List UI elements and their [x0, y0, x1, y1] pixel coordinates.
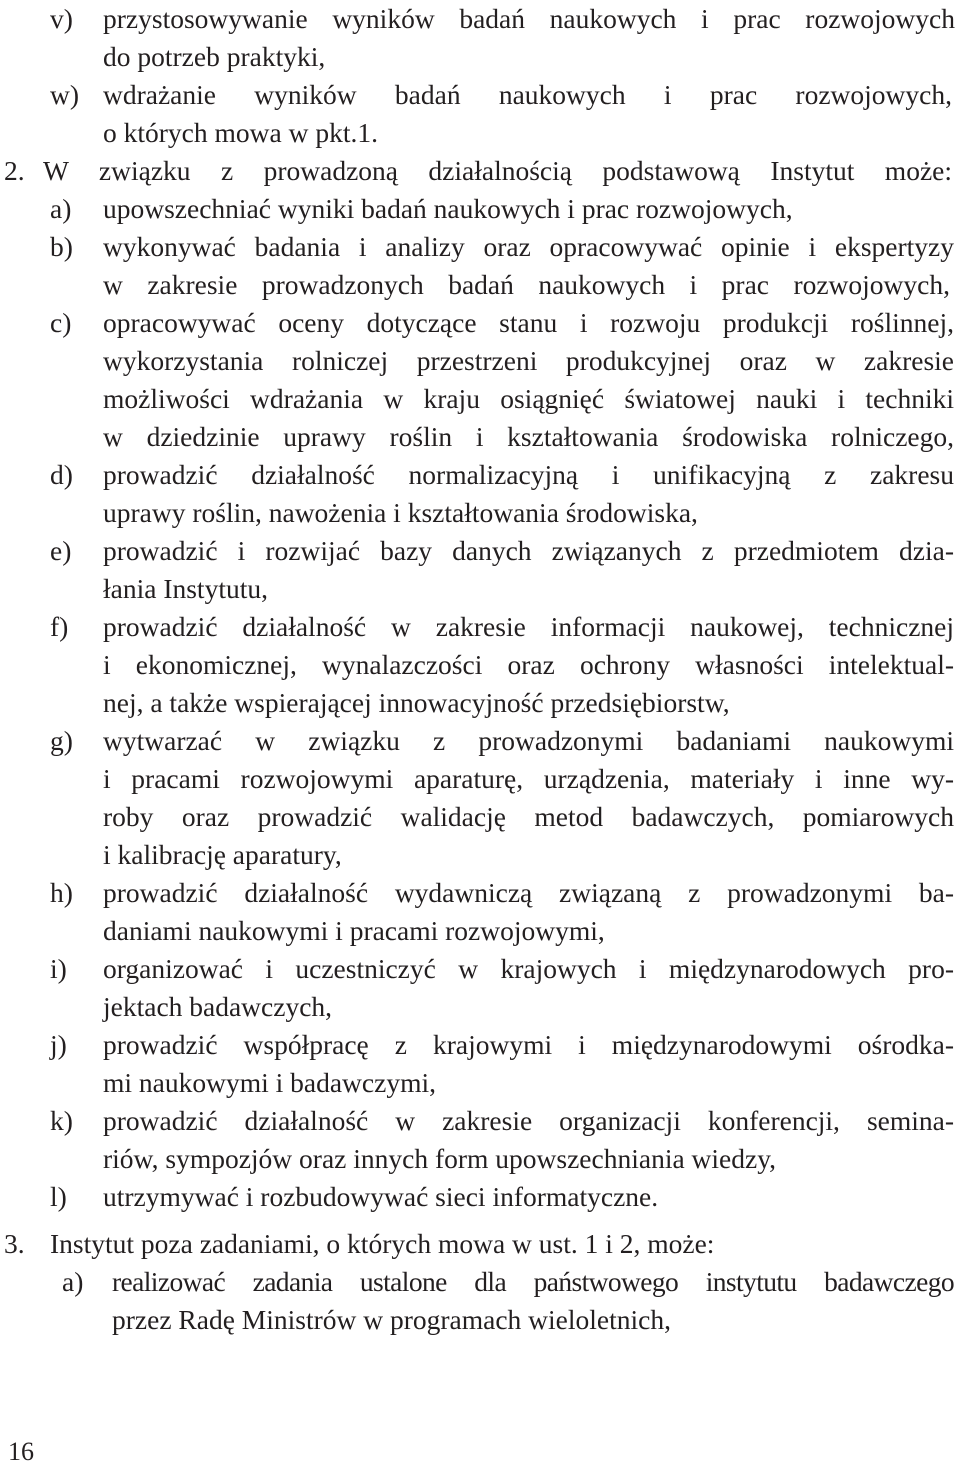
list-text: łania Instytutu,	[103, 573, 268, 604]
list-label: k)	[50, 1105, 73, 1136]
list-label: 2.	[4, 155, 25, 186]
list-label: l)	[50, 1181, 67, 1212]
list-text: w zakresie prowadzonych badań naukowych i prac rozwojowych,	[103, 269, 950, 300]
list-text: o których mowa w pkt.1.	[103, 117, 378, 148]
list-text: prowadzić współpracę z krajowymi i międzynarodowymi ośrodka-	[103, 1029, 954, 1060]
list-text: nej, a także wspierającej innowacyjność przedsiębiorstw,	[103, 687, 730, 718]
list-label: d)	[50, 459, 73, 490]
list-text: i pracami rozwojowymi aparaturę, urządzenia, materiały i inne wy-	[103, 763, 954, 794]
list-text: opracowywać oceny dotyczące stanu i rozwoju produkcji roślinnej,	[103, 307, 954, 338]
list-text: prowadzić działalność normalizacyjną i unifikacyjną z zakresu	[103, 459, 954, 490]
list-label: c)	[50, 307, 72, 338]
list-label: g)	[50, 725, 73, 756]
list-text: upowszechniać wyniki badań naukowych i prac rozwojowych,	[103, 193, 793, 224]
list-text: do potrzeb praktyki,	[103, 41, 326, 72]
list-text: W związku z prowadzoną działalnością podstawową Instytut może:	[43, 155, 952, 186]
list-text: wytwarzać w związku z prowadzonymi badaniami naukowymi	[103, 725, 954, 756]
list-text: roby oraz prowadzić walidację metod badawczych, pomiarowych	[103, 801, 954, 832]
list-label: v)	[50, 3, 73, 34]
list-text: i kalibrację aparatury,	[103, 839, 342, 870]
list-text: w dziedzinie uprawy roślin i kształtowania środowiska rolniczego,	[103, 421, 954, 452]
list-text: daniami naukowymi i pracami rozwojowymi,	[103, 915, 605, 946]
list-text: riów, sympozjów oraz innych form upowszechniania wiedzy,	[103, 1143, 777, 1174]
list-label: a)	[50, 193, 72, 224]
list-label: 3.	[4, 1228, 25, 1259]
list-text: wykorzystania rolniczej przestrzeni produkcyjnej oraz w zakresie	[103, 345, 954, 376]
list-text: mi naukowymi i badawczymi,	[103, 1067, 436, 1098]
list-text: przez Radę Ministrów w programach wieloletnich,	[112, 1304, 671, 1335]
list-text: uprawy roślin, nawożenia i kształtowania środowiska,	[103, 497, 698, 528]
list-text: wykonywać badania i analizy oraz opracowywać opinie i ekspertyzy	[103, 231, 954, 262]
list-text: wdrażanie wyników badań naukowych i prac rozwojowych,	[103, 79, 952, 110]
list-label: f)	[50, 611, 69, 642]
list-text: realizować zadania ustalone dla państwowego instytutu badawczego	[112, 1266, 954, 1297]
list-text: prowadzić działalność wydawniczą związaną z prowadzonymi ba-	[103, 877, 954, 908]
list-label: a)	[62, 1266, 84, 1297]
list-text: organizować i uczestniczyć w krajowych i międzynarodowych pro-	[103, 953, 954, 984]
list-label: w)	[50, 79, 80, 110]
list-text: jektach badawczych,	[103, 991, 333, 1022]
list-label: h)	[50, 877, 73, 908]
list-text: prowadzić działalność w zakresie organizacji konferencji, semina-	[103, 1105, 954, 1136]
list-text: Instytut poza zadaniami, o których mowa w ust. 1 i 2, może:	[50, 1228, 715, 1259]
list-label: e)	[50, 535, 72, 566]
list-text: utrzymywać i rozbudowywać sieci informatyczne.	[103, 1181, 659, 1212]
page-number: 16	[8, 1437, 34, 1466]
list-label: i)	[50, 953, 67, 984]
list-text: możliwości wdrażania w kraju osiągnięć światowej nauki i techniki	[103, 383, 954, 414]
list-label: b)	[50, 231, 73, 262]
list-text: prowadzić i rozwijać bazy danych związanych z przedmiotem dzia-	[103, 535, 954, 566]
list-text: prowadzić działalność w zakresie informacji naukowej, technicznej	[103, 611, 954, 642]
list-label: j)	[50, 1029, 67, 1060]
list-text: i ekonomicznej, wynalazczości oraz ochrony własności intelektual-	[103, 649, 954, 680]
list-text: przystosowywanie wyników badań naukowych i prac rozwojowych	[103, 3, 955, 34]
